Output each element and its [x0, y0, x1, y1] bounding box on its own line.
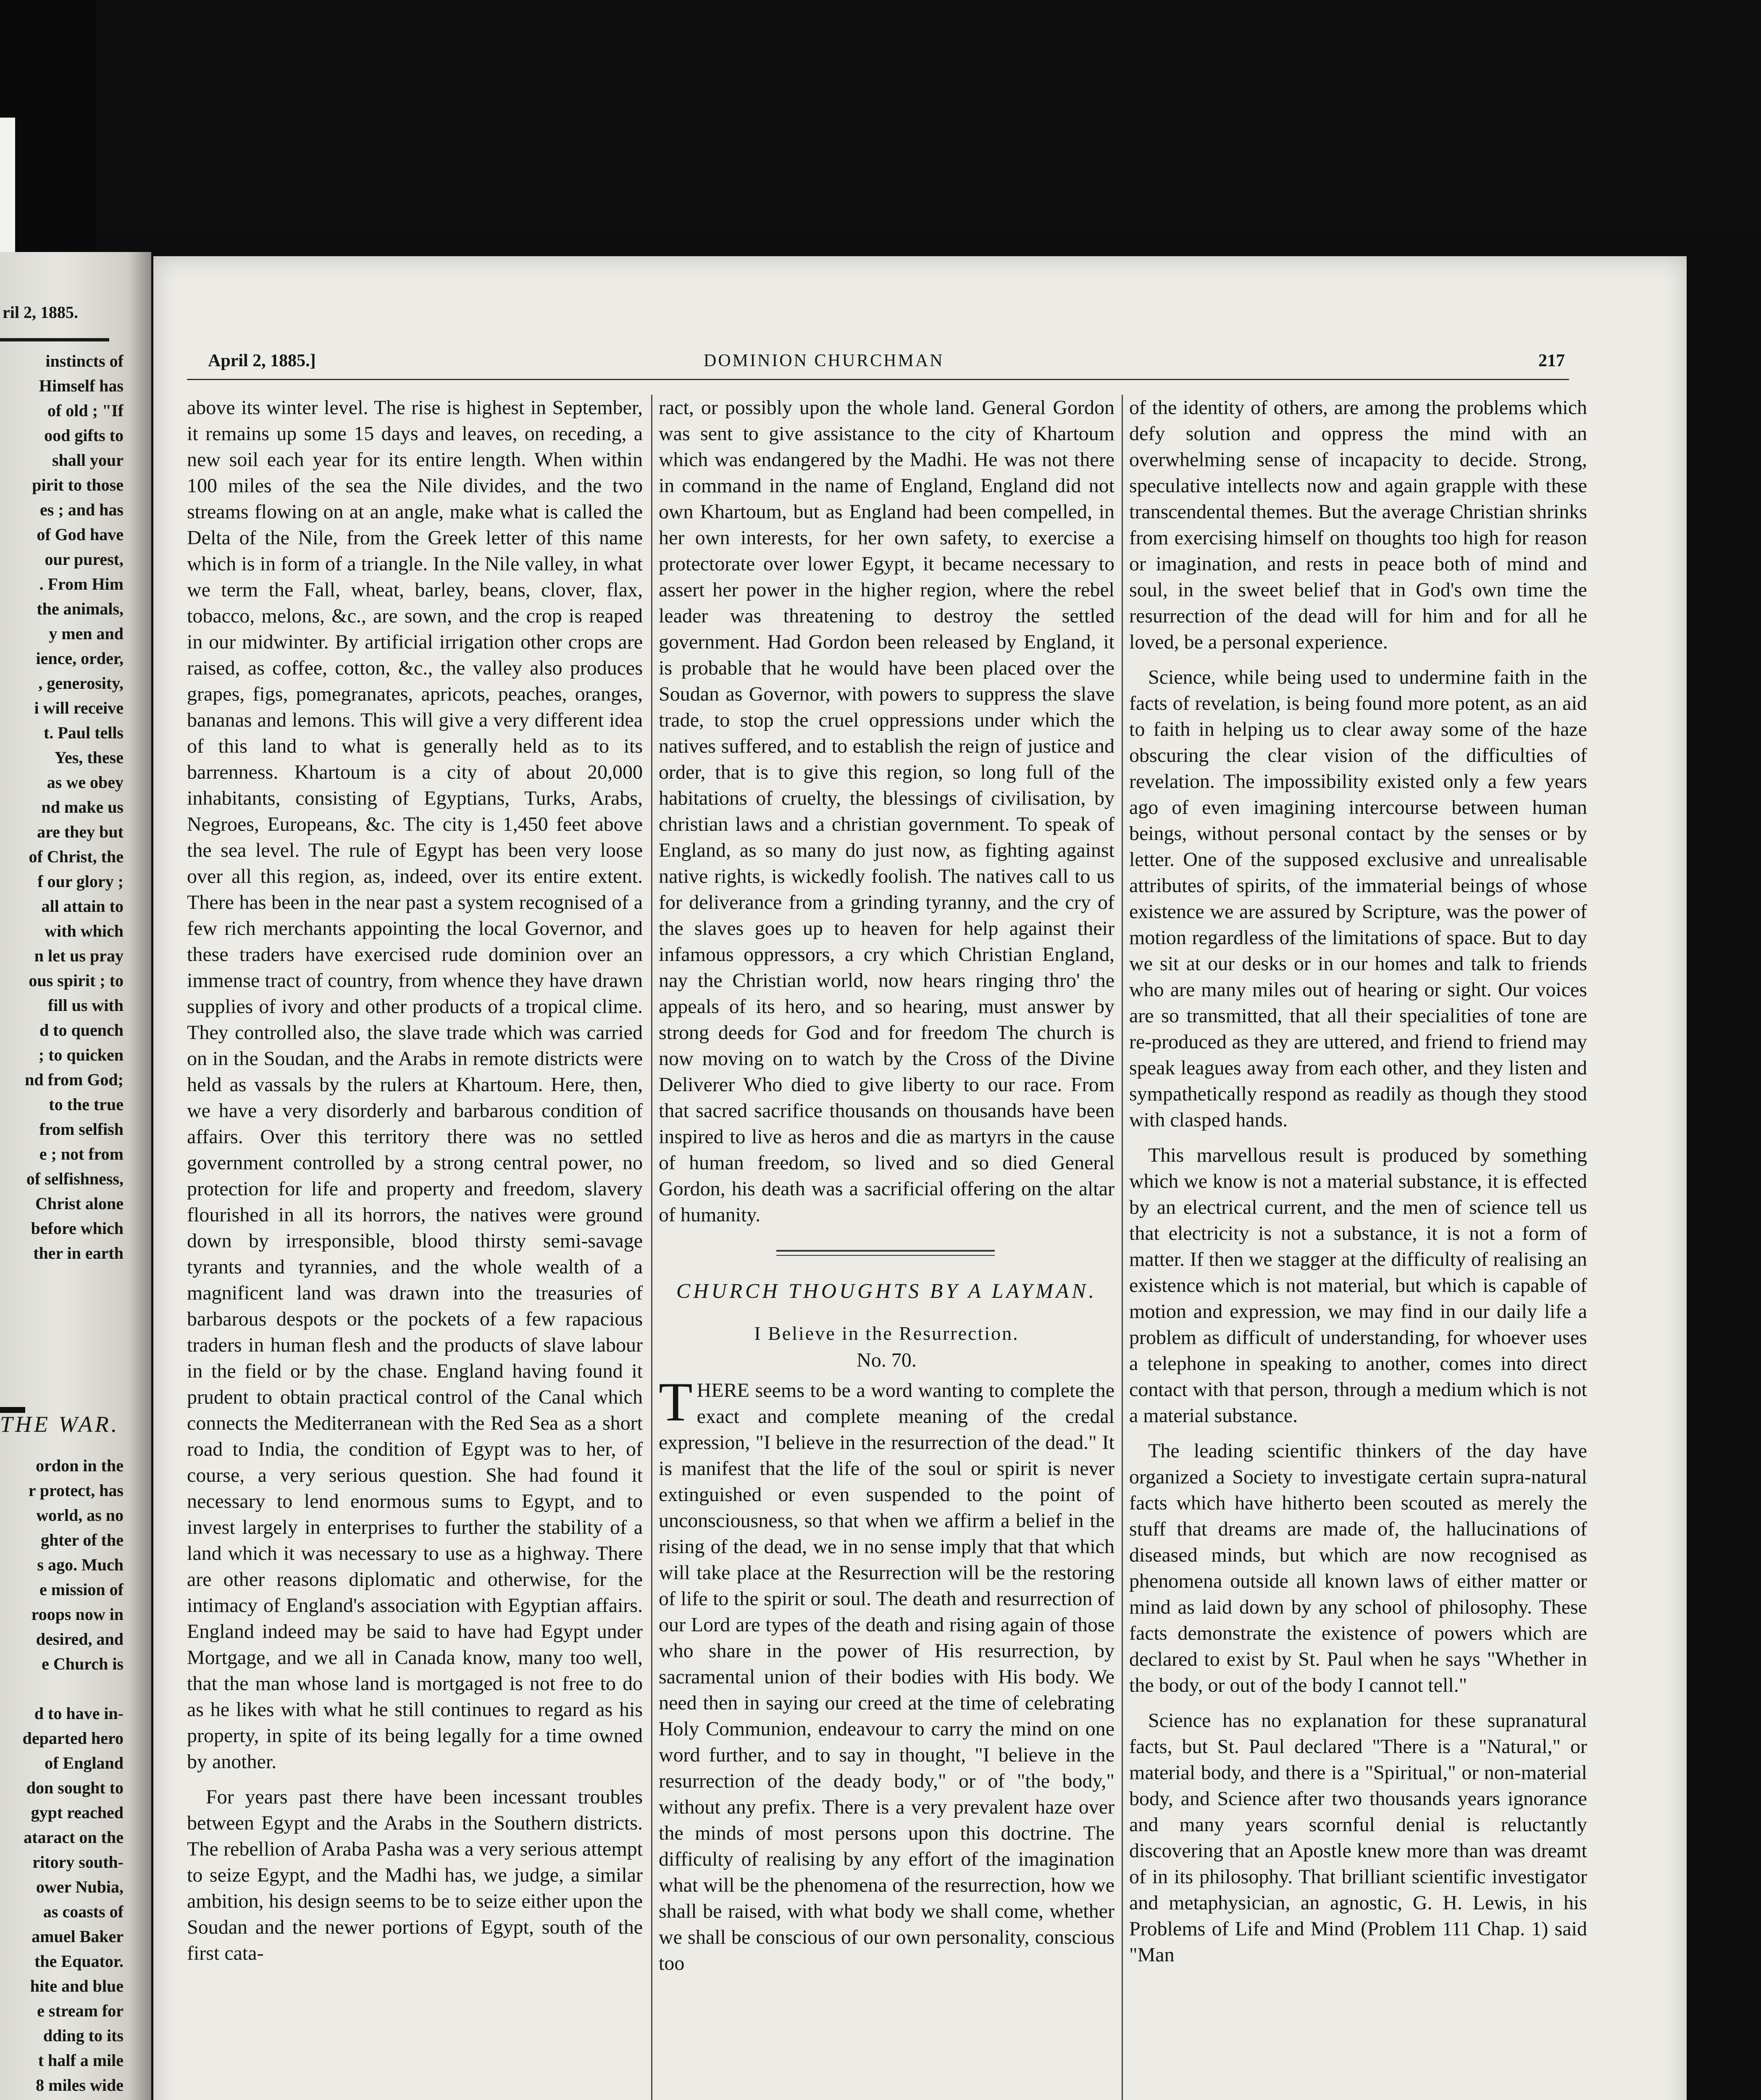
article-paragraph: The leading scientific thinkers of the day have organized a Society to investigate certain supra-natural facts which have hitherto been scouted as merely the stuff that dreams are made of, the hallucinations of diseased minds, but which are now recognised as phenomena outside all known laws of either matter or mind as laid down by any school of philosophy. These facts demonstrate the existence of powers which are declared to exist by St. Paul when he says "Whether in the body, or out of the body I cannot tell."	[1129, 1440, 1587, 1696]
previous-page-line: with which	[45, 921, 124, 940]
previous-page-line: pirit to those	[32, 475, 124, 494]
previous-page-line: ood gifts to	[44, 426, 124, 445]
previous-page-line: n let us pray	[34, 946, 124, 965]
previous-page-edge	[0, 252, 151, 2100]
previous-page-line: t. Paul tells	[44, 723, 124, 742]
previous-page-text-top	[0, 349, 124, 1265]
previous-page-line: ther in earth	[33, 1244, 124, 1263]
previous-page-line: d to quench	[39, 1021, 124, 1040]
previous-page-line: ience, order,	[36, 649, 124, 668]
section-title: CHURCH THOUGHTS BY A LAYMAN.	[676, 1279, 1097, 1302]
previous-page-line: y men and	[49, 624, 124, 643]
previous-page-line: ghter of the	[41, 1530, 124, 1549]
column-divider	[1122, 395, 1123, 2100]
previous-page-line: of Christ, the	[29, 847, 124, 866]
previous-page-line: ous spirit ; to	[29, 971, 124, 990]
previous-page-line: dding to its	[43, 2026, 124, 2045]
previous-page-line: nd from God;	[25, 1070, 124, 1089]
article-paragraph: For years past there have been incessant troubles between Egypt and the Arabs in the Southern districts. The rebellion of Araba Pasha was a very serious attempt to seize Egypt, and the Madhi has, we judge, a similar ambition, his design seems to be to seize either upon the Soudan and the newer portions of Egypt, south of the first cata-	[187, 1786, 643, 1964]
previous-page-line: are they but	[37, 822, 124, 841]
previous-page-line: ower Nubia,	[36, 1877, 124, 1896]
previous-page-line: f our glory ;	[37, 872, 124, 891]
column-1	[187, 395, 643, 1976]
previous-page-line: the Equator.	[34, 1952, 124, 1971]
article-paragraph: of the identity of others, are among the problems which defy solution and oppress the mind with an overwhelming sense of incapacity to decide. Strong, speculative intellects now and again grapple with these transcendental themes. But the average Christian shrinks from exercising himself on thoughts too high for reason or imagination, and rests in peace both of mind and soul, in the sweet belief that in God's own time the resurrection of the dead will for him and for all he loved, be a personal experience.	[1129, 396, 1587, 653]
previous-page-line: ; to quicken	[38, 1045, 124, 1064]
previous-page-line: before which	[31, 1219, 124, 1238]
previous-page-line: Yes, these	[54, 748, 124, 767]
previous-page-line: ordon in the	[36, 1456, 124, 1475]
previous-page-line: as we obey	[47, 773, 124, 792]
previous-page-line: world, as no	[36, 1506, 124, 1525]
previous-page-line: of God have	[37, 525, 124, 544]
previous-page-line: instincts of	[45, 352, 124, 370]
article-paragraph	[659, 1371, 1114, 1977]
previous-page-line: hite and blue	[30, 1977, 124, 1995]
column-2	[659, 395, 1114, 1986]
previous-page-section-title: THE WAR.	[0, 1412, 120, 1437]
previous-page-line: es ; and has	[40, 500, 124, 519]
previous-page-line: shall your	[52, 451, 124, 470]
article-number: No. 70.	[857, 1349, 917, 1371]
previous-page-line: , generosity,	[38, 674, 124, 693]
previous-page-line: departed hero	[22, 1729, 124, 1748]
previous-page-header: ril 2, 1885.	[3, 303, 78, 322]
previous-page-line: ritory south-	[32, 1853, 124, 1872]
previous-page-line	[0, 1676, 124, 1701]
column-divider	[651, 395, 652, 2100]
previous-page-line: of England	[45, 1754, 124, 1772]
article-paragraph: ract, or possibly upon the whole land. General Gordon was sent to give assistance to the city of Khartoum which was endangered by the Madhi. He was not there in command in the name of England, England did not own Khartoum, but as England had been compelled, in her own interests, for her own safety, to exercise a protectorate over lower Egypt, it became necessary to assert her power in the higher region, where the rebel leader was threatening to destroy the settled government. Had Gordon been released by England, it is probable that he would have been placed over the Soudan as Governor, with powers to suppress the slave trade, to stop the cruel oppressions under which the natives suffered, and to establish the reign of justice and order, that is to give this region, so long full of the habitations of cruelty, the blessings of civilisation, by christian laws and a christian government. To speak of England, as so many do just now, as fighting against native rights, is wickedly foolish. The natives call to us for deliverance from a grinding tyranny, and the cry of the slaves goes up to heaven for help against their infamous oppressors, a cry which Christian England, nay the Christian world, now hears ringing thro' the appeals of its hero, and so hearing, must answer by strong deeds for God and for freedom The church is now moving on to watch by the Cross of the Divine Deliverer Who died to give liberty to our race. From that sacred sacrifice thousands on thousands have been inspired to live as heros and die as martyrs in the cause of human freedom, so lived and so died General Gordon, his death was a sacrificial offering on the altar of humanity.	[659, 396, 1114, 1226]
previous-page-line: gypt reached	[31, 1803, 124, 1822]
previous-page-line: don sought to	[26, 1778, 124, 1797]
film-border-top	[0, 0, 1761, 235]
previous-page-line: from selfish	[39, 1120, 124, 1139]
previous-page-line: roops now in	[31, 1605, 124, 1624]
drop-cap: T	[659, 1371, 693, 1433]
previous-page-line: s ago. Much	[37, 1555, 124, 1574]
previous-page-line: . From Him	[39, 575, 124, 593]
previous-page-line: desired, and	[36, 1630, 124, 1648]
previous-page-line: of old ; "If	[47, 401, 124, 420]
previous-page-line: of selfishness,	[26, 1169, 124, 1188]
previous-page-line: fill us with	[47, 996, 124, 1015]
previous-page-line: e ; not from	[39, 1144, 124, 1163]
previous-page-line: ataract on the	[24, 1828, 124, 1847]
previous-page-line: to the true	[49, 1095, 124, 1114]
previous-page-line: nd make us	[41, 798, 124, 816]
previous-page-line: i will receive	[34, 698, 124, 717]
film-registration-mark	[0, 118, 15, 252]
previous-page-line: t half a mile	[38, 2051, 124, 2070]
article-paragraph-text: HERE seems to be a word wanting to complete the exact and complete meaning of the credal expression, "I believe in the resurrection of the dead." It is manifest that the life of the soul or spirit is never extinguished or even suspended to the point of unconsciousness, so that when we affirm a belief in the rising of the dead, we in no sense imply that that which will take place at the Resurrection will be the restoring of life to the spirit or soul. The death and resurrection of our Lord are types of the death and rising again of those who share in the power of His resurrection, by sacramental union of their bodies with His body. We need then in saying our creed at the time of celebrating Holy Communion, endeavour to carry the mind on one word further, and to say in thought, "I believe in the resurrection of the deady body," or of "the body," without any prefix. There is a very prevalent haze over the minds of most persons upon this doctrine. The difficulty of realising by any effort of the imagination what will be the phenomena of the resurrection, how we shall be raised, with what body we shall come, whether we shall be conscious of our own personality, conscious too	[659, 1379, 1114, 1974]
header-rule	[187, 379, 1569, 380]
previous-page-line: e mission of	[39, 1580, 124, 1599]
previous-page-line	[0, 2097, 124, 2100]
article-paragraph: above its winter level. The rise is highest in September, it remains up some 15 days and leaves, on receding, a new soil each year for its entire length. When within 100 miles of the sea the Nile divides, and the two streams flowing on at an angle, make what is called the Delta of the Nile, from the Greek letter of this name which is in form of a triangle. In the Nile valley, in what we term the Fall, wheat, barley, beans, clover, flax, tobacco, melons, &c., are sown, and the crop is reaped in our midwinter. By artificial irrigation other crops are raised, as coffee, cotton, &c., the valley also produces grapes, figs, pomegranates, apricots, peaches, oranges, bananas and lemons. This will give a very different idea of this land to what is generally held as to its barrenness. Khartoum is a city of about 20,000 inhabitants, consisting of Egyptians, Turks, Arabs, Negroes, Europeans, &c. The city is 1,450 feet above the sea level. The rule of Egypt has been very loose over all this region, as, indeed, over its entire extent. There has been in the near past a system recognised of a few rich merchants appointing the local Governor, and these traders have exercised rude dominion over an immense tract of country, from whence they have drawn supplies of ivory and other products of a tropical clime. They controlled also, the slave trade which was carried on in the Soudan, and the Arabs in remote districts were held as vassals by the rulers at Khartoum. Here, then, we have a very disorderly and barbarous condition of affairs. Over this territory there was no settled government controlled by a strong central power, no protection for life and property and freedom, slavery flourished in all its horrors, the natives were ground down by irresponsible, blood thirsty semi-savage tyrants and tyrannies, and the whole wealth of a magnificent land was drawn into the treasuries of barbarous despots or the pockets of a few rapacious traders in human flesh and the products of slave labour in the field or by the chase. England having found it prudent to obtain practical control of the Canal which connects the Mediterranean with the Red Sea as a short road to India, the condition of Egypt was to her, of course, a very serious question. She had found it necessary to lend enormous sums to Egypt, and to invest largely in enterprises to further the stability of a land which it was necessary to use as a highway. There are other reasons diplomatic and otherwise, for the intimacy of England's association with Egyptian affairs. England indeed may be said to have had Egypt under Mortgage, and we all in Canada know, many too well, that the man whose land is mortgaged is not free to do as he likes with what he still continues to regard as his property, in spite of its being legally for a time owned by another.	[187, 396, 643, 1773]
previous-page-line: Himself has	[39, 376, 124, 395]
article-subtitle: I Believe in the Resurrection.	[754, 1323, 1019, 1344]
header-date: April 2, 1885.]	[208, 351, 316, 370]
previous-page-line: 8 miles wide	[36, 2076, 124, 2095]
header-title: DOMINION CHURCHMAN	[704, 351, 944, 370]
previous-page-text-bottom	[0, 1453, 124, 2100]
article-paragraph: This marvellous result is produced by something which we know is not a material substance, it is effected by an electrical current, and the men of science tell us that electricity is not a substance, it is not a form of matter. If then we stagger at the difficulty of realising an existence which is not material, but which is capable of motion and expression, we may find in our daily life a problem as difficult of understanding, for whoever uses a telephone in speaking to another, comes into direct contact with that person, through a medium which is not a material substance.	[1129, 1144, 1587, 1427]
previous-page-line: our purest,	[45, 550, 124, 569]
previous-page-line: Christ alone	[35, 1194, 124, 1213]
page-header	[208, 351, 1565, 376]
column-3	[1129, 395, 1587, 1977]
previous-page-rule	[0, 338, 109, 341]
previous-page-line: the animals,	[37, 599, 124, 618]
previous-page-line: d to have in-	[34, 1704, 124, 1723]
previous-page-line: amuel Baker	[32, 1927, 124, 1946]
previous-page-line: as coasts of	[43, 1902, 124, 1921]
section-separator	[659, 1237, 1114, 1275]
previous-page-line: r protect, has	[28, 1481, 124, 1500]
article-paragraph: Science has no explanation for these supranatural facts, but St. Paul declared "There is a "Natural," or material body, and there is a "Spiritual," or non-material body, and Science after two thousands years ignorance and many years scornful denial is reluctantly discovering that an Apostle knew more than was dreamt of in its philosophy. That brilliant scientific investigator and metaphysician, an agnostic, G. H. Lewis, in his Problems of Life and Mind (Problem 111 Chap. 1) said "Man	[1129, 1709, 1587, 1966]
previous-page-line: e stream for	[37, 2001, 124, 2020]
previous-page-line: e Church is	[42, 1654, 124, 1673]
article-paragraph: Science, while being used to undermine faith in the facts of revelation, is being found more potent, as an aid to faith in helping us to clear away some of the haze obscuring the clear vision of the difficulties of revelation. The impossibility existed only a few years ago of even imagining intercourse between human beings, without personal contact by the senses or by letter. One of the supposed exclusive and unrealisable attributes of spirits, of the immaterial beings of whose existence we are assured by Scripture, was the power of motion regardless of the limitations of space. But to day we sit at our desks or in our homes and talk to friends who are many miles out of hearing or sight. Our voices are so transmitted, that all their specialities of tone are re-produced as they are uttered, and friend to friend may speak leagues away from each other, and they listen and sympathetically respond as readily as though they stood with clasped hands.	[1129, 666, 1587, 1131]
header-page-number: 217	[1538, 351, 1565, 370]
newspaper-page	[153, 256, 1687, 2100]
previous-page-line: all attain to	[41, 897, 124, 916]
